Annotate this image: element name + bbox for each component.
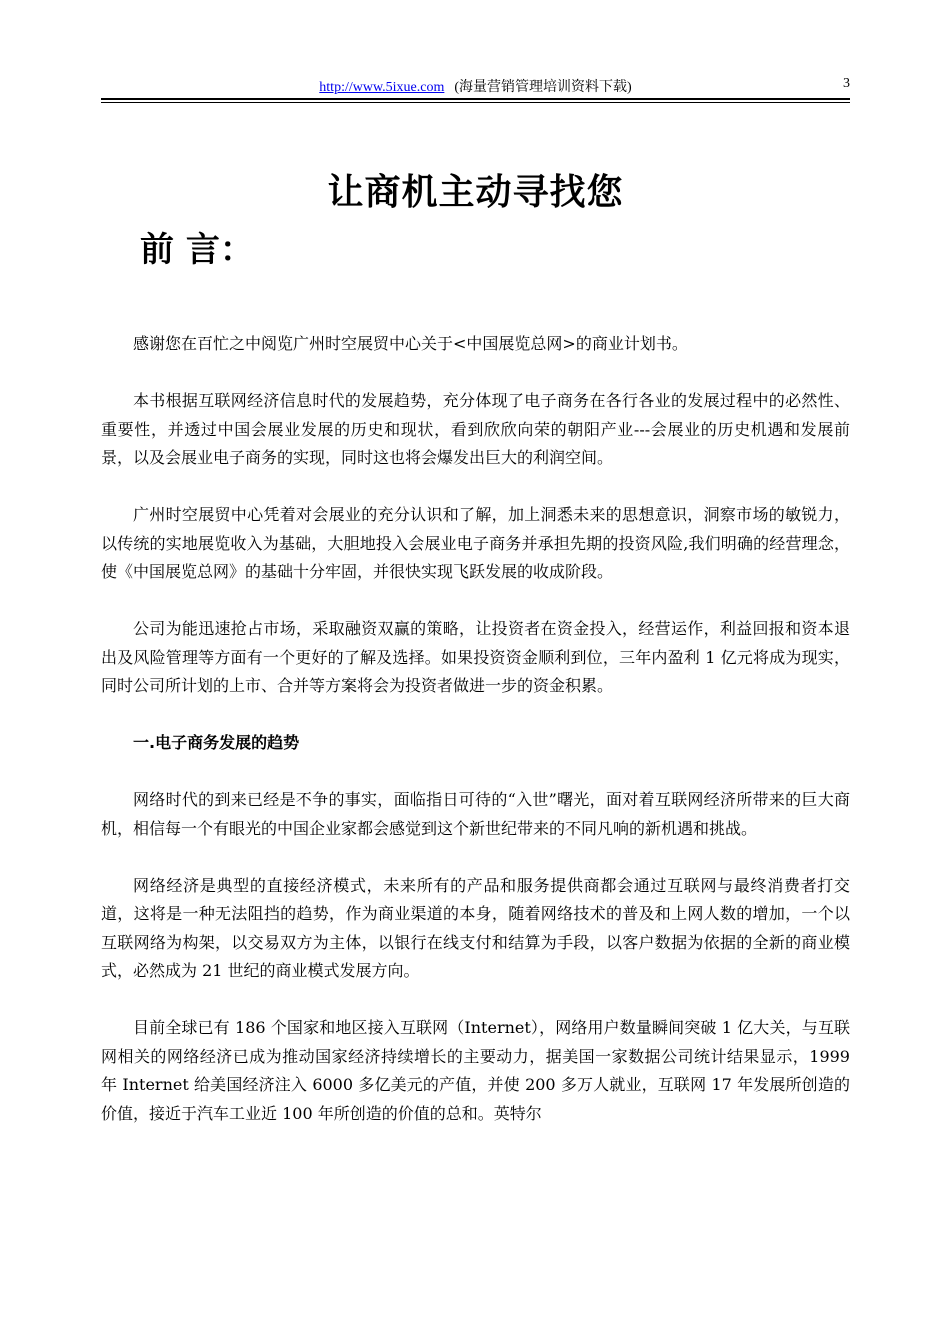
document-body bbox=[101, 330, 850, 1157]
preface-heading: 前 言： bbox=[140, 230, 254, 270]
header-link[interactable]: http://www.5ixue.com bbox=[319, 80, 445, 95]
header-rule-thick bbox=[101, 98, 850, 100]
header-note: (海量营销管理培训资料下载) bbox=[454, 80, 632, 95]
section-heading: 一.电子商务发展的趋势 bbox=[133, 733, 300, 752]
paragraph: 网络经济是典型的直接经济模式，未来所有的产品和服务提供商都会通过互联网与最终消费者打交道，这将是一种无法阻挡的趋势，作为商业渠道的本身，随着网络技术的普及和上网人数的增加，一个以互联网络为构架，以交易双方为主体，以银行在线支付和结算为手段，以客户数据为依据的全新的商业模式，必然成为 21 世纪的商业模式发展方向。 bbox=[101, 875, 850, 980]
page-number: 3 bbox=[843, 76, 850, 91]
document-title: 让商机主动寻找您 bbox=[327, 172, 624, 213]
paragraph: 本书根据互联网经济信息时代的发展趋势，充分体现了电子商务在各行各业的发展过程中的必然性、重要性，并透过中国会展业发展的历史和现状，看到欣欣向荣的朝阳产业---会展业的历史机遇和发展前景，以及会展业电子商务的实现，同时这也将会爆发出巨大的利润空间。 bbox=[101, 391, 850, 467]
paragraph: 目前全球已有 186 个国家和地区接入互联网（Internet），网络用户数量瞬间突破 1 亿大关，与互联网相关的网络经济已成为推动国家经济持续增长的主要动力，据美国一家数据公司统计结果显示，1999 年 Internet 给美国经济注入 6000 多亿美元的产值，并使 200 多万人就业，互联网 17 年发展所创造的价值，接近于汽车工业近 100 年所创造的价值的总和。英特尔 bbox=[101, 1018, 850, 1123]
paragraph: 公司为能迅速抢占市场，采取融资双赢的策略，让投资者在资金投入，经营运作，利益回报和资本退出及风险管理等方面有一个更好的了解及选择。如果投资资金顺利到位，三年内盈利 1 亿元将成为现实，同时公司所计划的上市、合并等方案将会为投资者做进一步的资金积累。 bbox=[101, 619, 850, 695]
paragraph: 感谢您在百忙之中阅览广州时空展贸中心关于<中国展览总网>的商业计划书。 bbox=[133, 334, 688, 353]
paragraph: 广州时空展贸中心凭着对会展业的充分认识和了解，加上洞悉未来的思想意识，洞察市场的敏锐力，以传统的实地展览收入为基础，大胆地投入会展业电子商务并承担先期的投资风险,我们明确的经营理念，使《中国展览总网》的基础十分牢固，并很快实现飞跃发展的收成阶段。 bbox=[101, 505, 850, 581]
page-header bbox=[101, 76, 850, 96]
paragraph: 网络时代的到来已经是不争的事实，面临指日可待的“入世”曙光，面对着互联网经济所带来的巨大商机，相信每一个有眼光的中国企业家都会感觉到这个新世纪带来的不同凡响的新机遇和挑战。 bbox=[101, 790, 850, 838]
header-rule-thin bbox=[101, 102, 850, 103]
